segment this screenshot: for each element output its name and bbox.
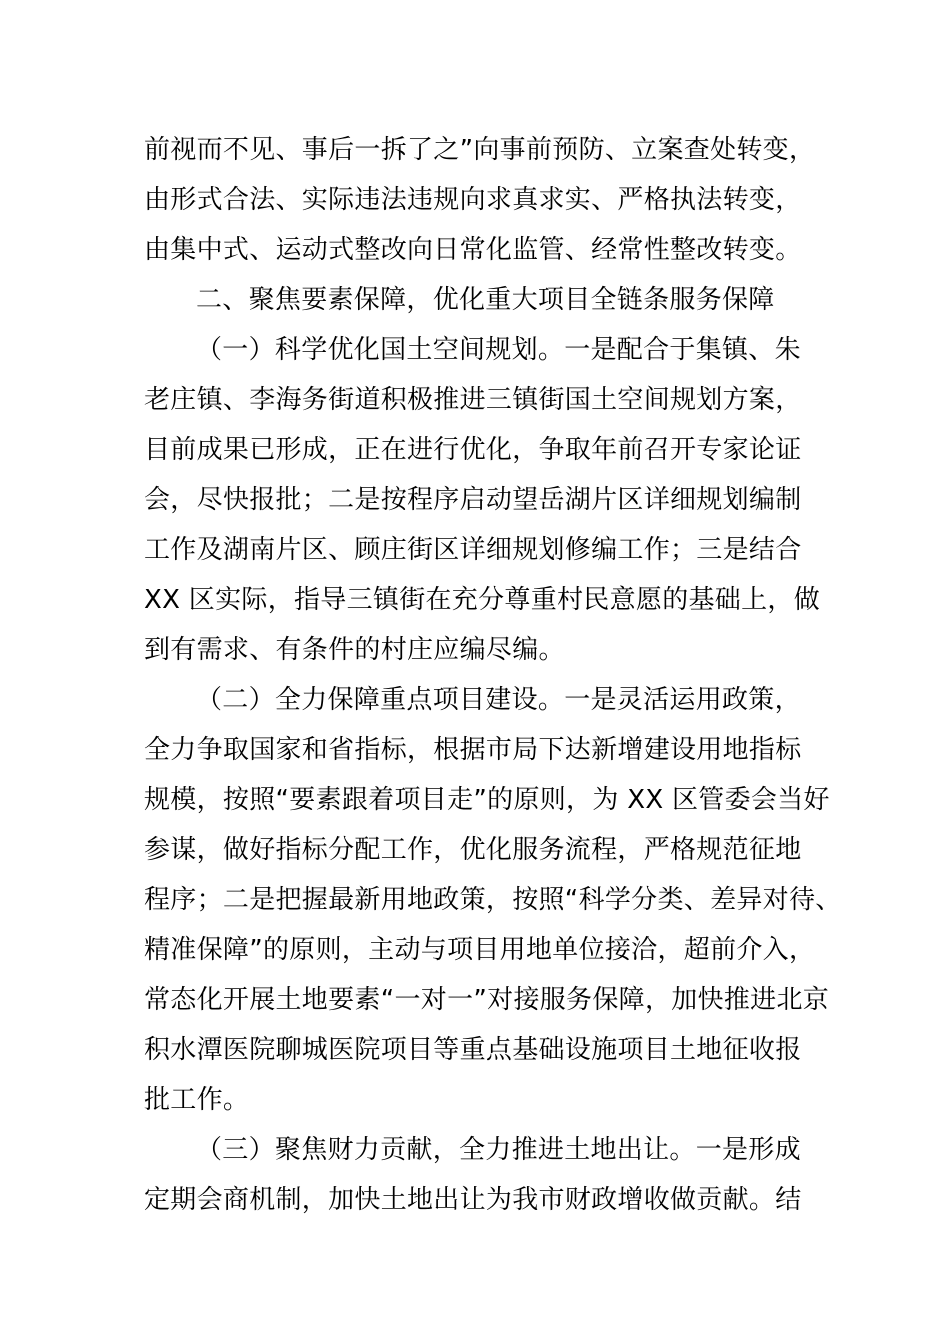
text-line: （二）全力保障重点项目建设。一是灵活运用政策，: [196, 685, 801, 715]
section-heading: 二、聚焦要素保障，优化重大项目全链条服务保障: [196, 285, 775, 315]
text-line: 工作及湖南片区、顾庄街区详细规划修编工作；三是结合: [144, 535, 802, 565]
text-line: 会，尽快报批；二是按程序启动望岳湖片区详细规划编制: [144, 485, 802, 515]
text-line: 批工作。: [144, 1085, 250, 1115]
text-line: （一）科学优化国土空间规划。一是配合于集镇、朱: [196, 335, 801, 365]
text-line: 前视而不见、事后一拆了之”向事前预防、立案查处转变，: [144, 135, 816, 165]
text-line: （三）聚焦财力贡献，全力推进土地出让。一是形成: [196, 1135, 801, 1165]
text-line: 规模，按照“要素跟着项目走”的原则，为 XX 区管委会当好: [144, 785, 830, 815]
text-line: XX 区实际，指导三镇街在充分尊重村民意愿的基础上，做: [144, 585, 820, 615]
text-line: 目前成果已形成，正在进行优化，争取年前召开专家论证: [144, 435, 802, 465]
text-line: 全力争取国家和省指标，根据市局下达新增建设用地指标: [144, 735, 802, 765]
text-line: 常态化开展土地要素“一对一”对接服务保障，加快推进北京: [144, 985, 830, 1015]
text-line: 到有需求、有条件的村庄应编尽编。: [144, 635, 565, 665]
text-line: 老庄镇、李海务街道积极推进三镇街国土空间规划方案，: [144, 385, 802, 415]
text-line: 由形式合法、实际违法违规向求真求实、严格执法转变，: [144, 185, 802, 215]
text-line: 定期会商机制，加快土地出让为我市财政增收做贡献。结: [144, 1185, 802, 1215]
text-line: 程序；二是把握最新用地政策，按照“科学分类、差异对待、: [144, 885, 842, 915]
text-line: 由集中式、运动式整改向日常化监管、经常性整改转变。: [144, 235, 802, 265]
text-line: 参谋，做好指标分配工作，优化服务流程，严格规范征地: [144, 835, 802, 865]
text-line: 积水潭医院聊城医院项目等重点基础设施项目土地征收报: [144, 1035, 802, 1065]
text-line: 精准保障”的原则，主动与项目用地单位接洽，超前介入，: [144, 935, 816, 965]
